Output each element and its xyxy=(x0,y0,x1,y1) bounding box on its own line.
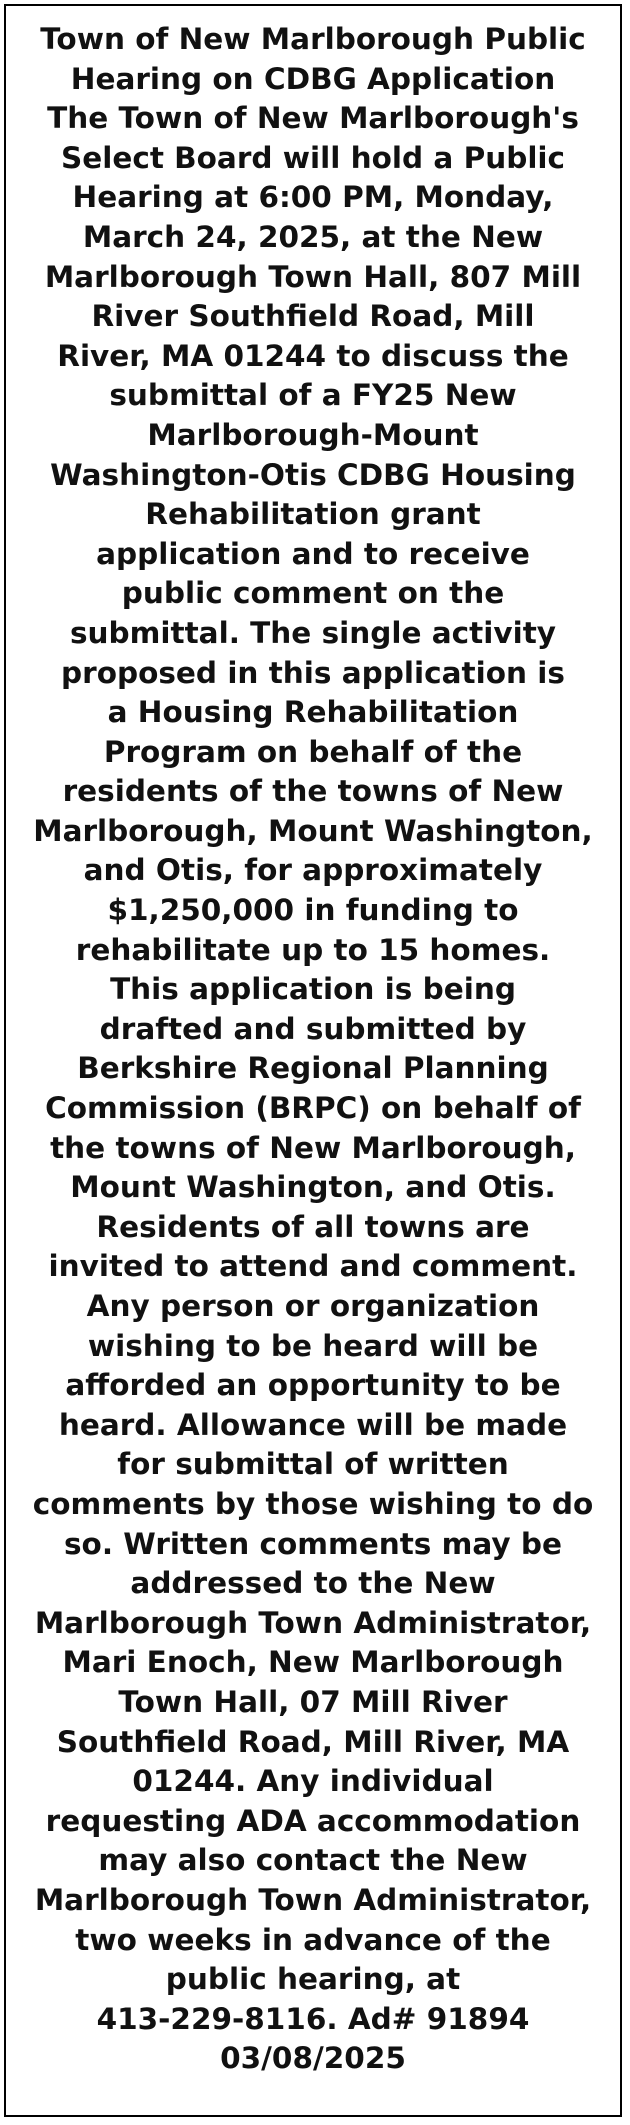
notice-line: requesting ADA accommodation xyxy=(45,1803,581,1838)
notice-line: River, MA 01244 to discuss the xyxy=(57,338,569,373)
notice-line: River Southfield Road, Mill xyxy=(91,299,535,334)
notice-line: Select Board will hold a Public xyxy=(60,140,566,175)
notice-line: Any person or organization xyxy=(86,1289,540,1323)
notice-line: 03/08/2025 xyxy=(220,2041,406,2076)
notice-line: proposed in this application is xyxy=(61,655,565,690)
notice-line: 413-229-8116. Ad# 91894 xyxy=(96,2001,530,2036)
notice-line: heard. Allowance will be made xyxy=(58,1407,568,1442)
notice-line: 01244. Any individual xyxy=(132,1764,494,1799)
notice-line: addressed to the New xyxy=(130,1566,496,1601)
notice-line: a Housing Rehabilitation xyxy=(107,695,519,730)
notice-line: public comment on the xyxy=(121,576,505,611)
notice-line: public hearing, at xyxy=(165,1962,461,1997)
notice-line: two weeks in advance of the xyxy=(75,1922,551,1957)
notice-line: the towns of New Marlborough, xyxy=(50,1130,576,1165)
notice-line: Residents of all towns are xyxy=(96,1209,530,1244)
notice-line: Marlborough Town Administrator, xyxy=(34,1882,592,1917)
notice-line: Mari Enoch, New Marlborough xyxy=(62,1645,564,1680)
notice-line: for submittal of written xyxy=(117,1447,509,1482)
notice-line: so. Written comments may be xyxy=(64,1526,562,1561)
notice-line: submittal of a FY25 New xyxy=(109,378,517,413)
notice-line: Mount Washington, and Otis. xyxy=(70,1170,556,1205)
notice-line: afforded an opportunity to be xyxy=(65,1368,561,1403)
notice-line: submittal. The single activity xyxy=(69,615,557,650)
notice-line: and Otis, for approximately xyxy=(83,853,543,888)
notice-line: Town of New Marlborough Public xyxy=(40,22,586,56)
notice-line: rehabilitate up to 15 homes. xyxy=(75,932,551,967)
notice-line: Berkshire Regional Planning xyxy=(77,1051,549,1086)
notice-line: Marlborough Town Administrator, xyxy=(34,1605,592,1640)
notice-line: Marlborough, Mount Washington, xyxy=(33,813,593,848)
notice-line: Marlborough Town Hall, 807 Mill xyxy=(44,259,582,294)
notice-line: $1,250,000 in funding to xyxy=(107,893,519,928)
notice-line: comments by those wishing to do xyxy=(32,1486,594,1521)
notice-line: This application is being xyxy=(110,972,516,1007)
notice-line: invited to attend and comment. xyxy=(48,1249,578,1284)
notice-line: Hearing at 6:00 PM, Monday, xyxy=(72,180,554,215)
notice-line: Program on behalf of the xyxy=(103,734,523,769)
notice-line: may also contact the New xyxy=(98,1843,528,1878)
notice-line: Hearing on CDBG Application xyxy=(70,61,556,96)
notice-line: March 24, 2025, at the New xyxy=(82,219,544,254)
notice-line: drafted and submitted by xyxy=(99,1011,527,1046)
notice-text xyxy=(6,20,620,2079)
notice-line: residents of the towns of New xyxy=(62,774,564,809)
notice-line: Washington-Otis CDBG Housing xyxy=(50,457,576,492)
notice-line: Town Hall, 07 Mill River xyxy=(118,1684,508,1719)
public-notice xyxy=(4,4,622,2117)
notice-line: wishing to be heard will be xyxy=(87,1328,539,1363)
notice-line: The Town of New Marlborough's xyxy=(47,101,579,136)
notice-line: Southfield Road, Mill River, MA xyxy=(56,1724,570,1759)
notice-line: Marlborough-Mount xyxy=(147,417,479,452)
notice-line: application and to receive xyxy=(96,536,530,571)
notice-line: Rehabilitation grant xyxy=(145,497,481,532)
notice-line: Commission (BRPC) on behalf of xyxy=(45,1091,581,1126)
